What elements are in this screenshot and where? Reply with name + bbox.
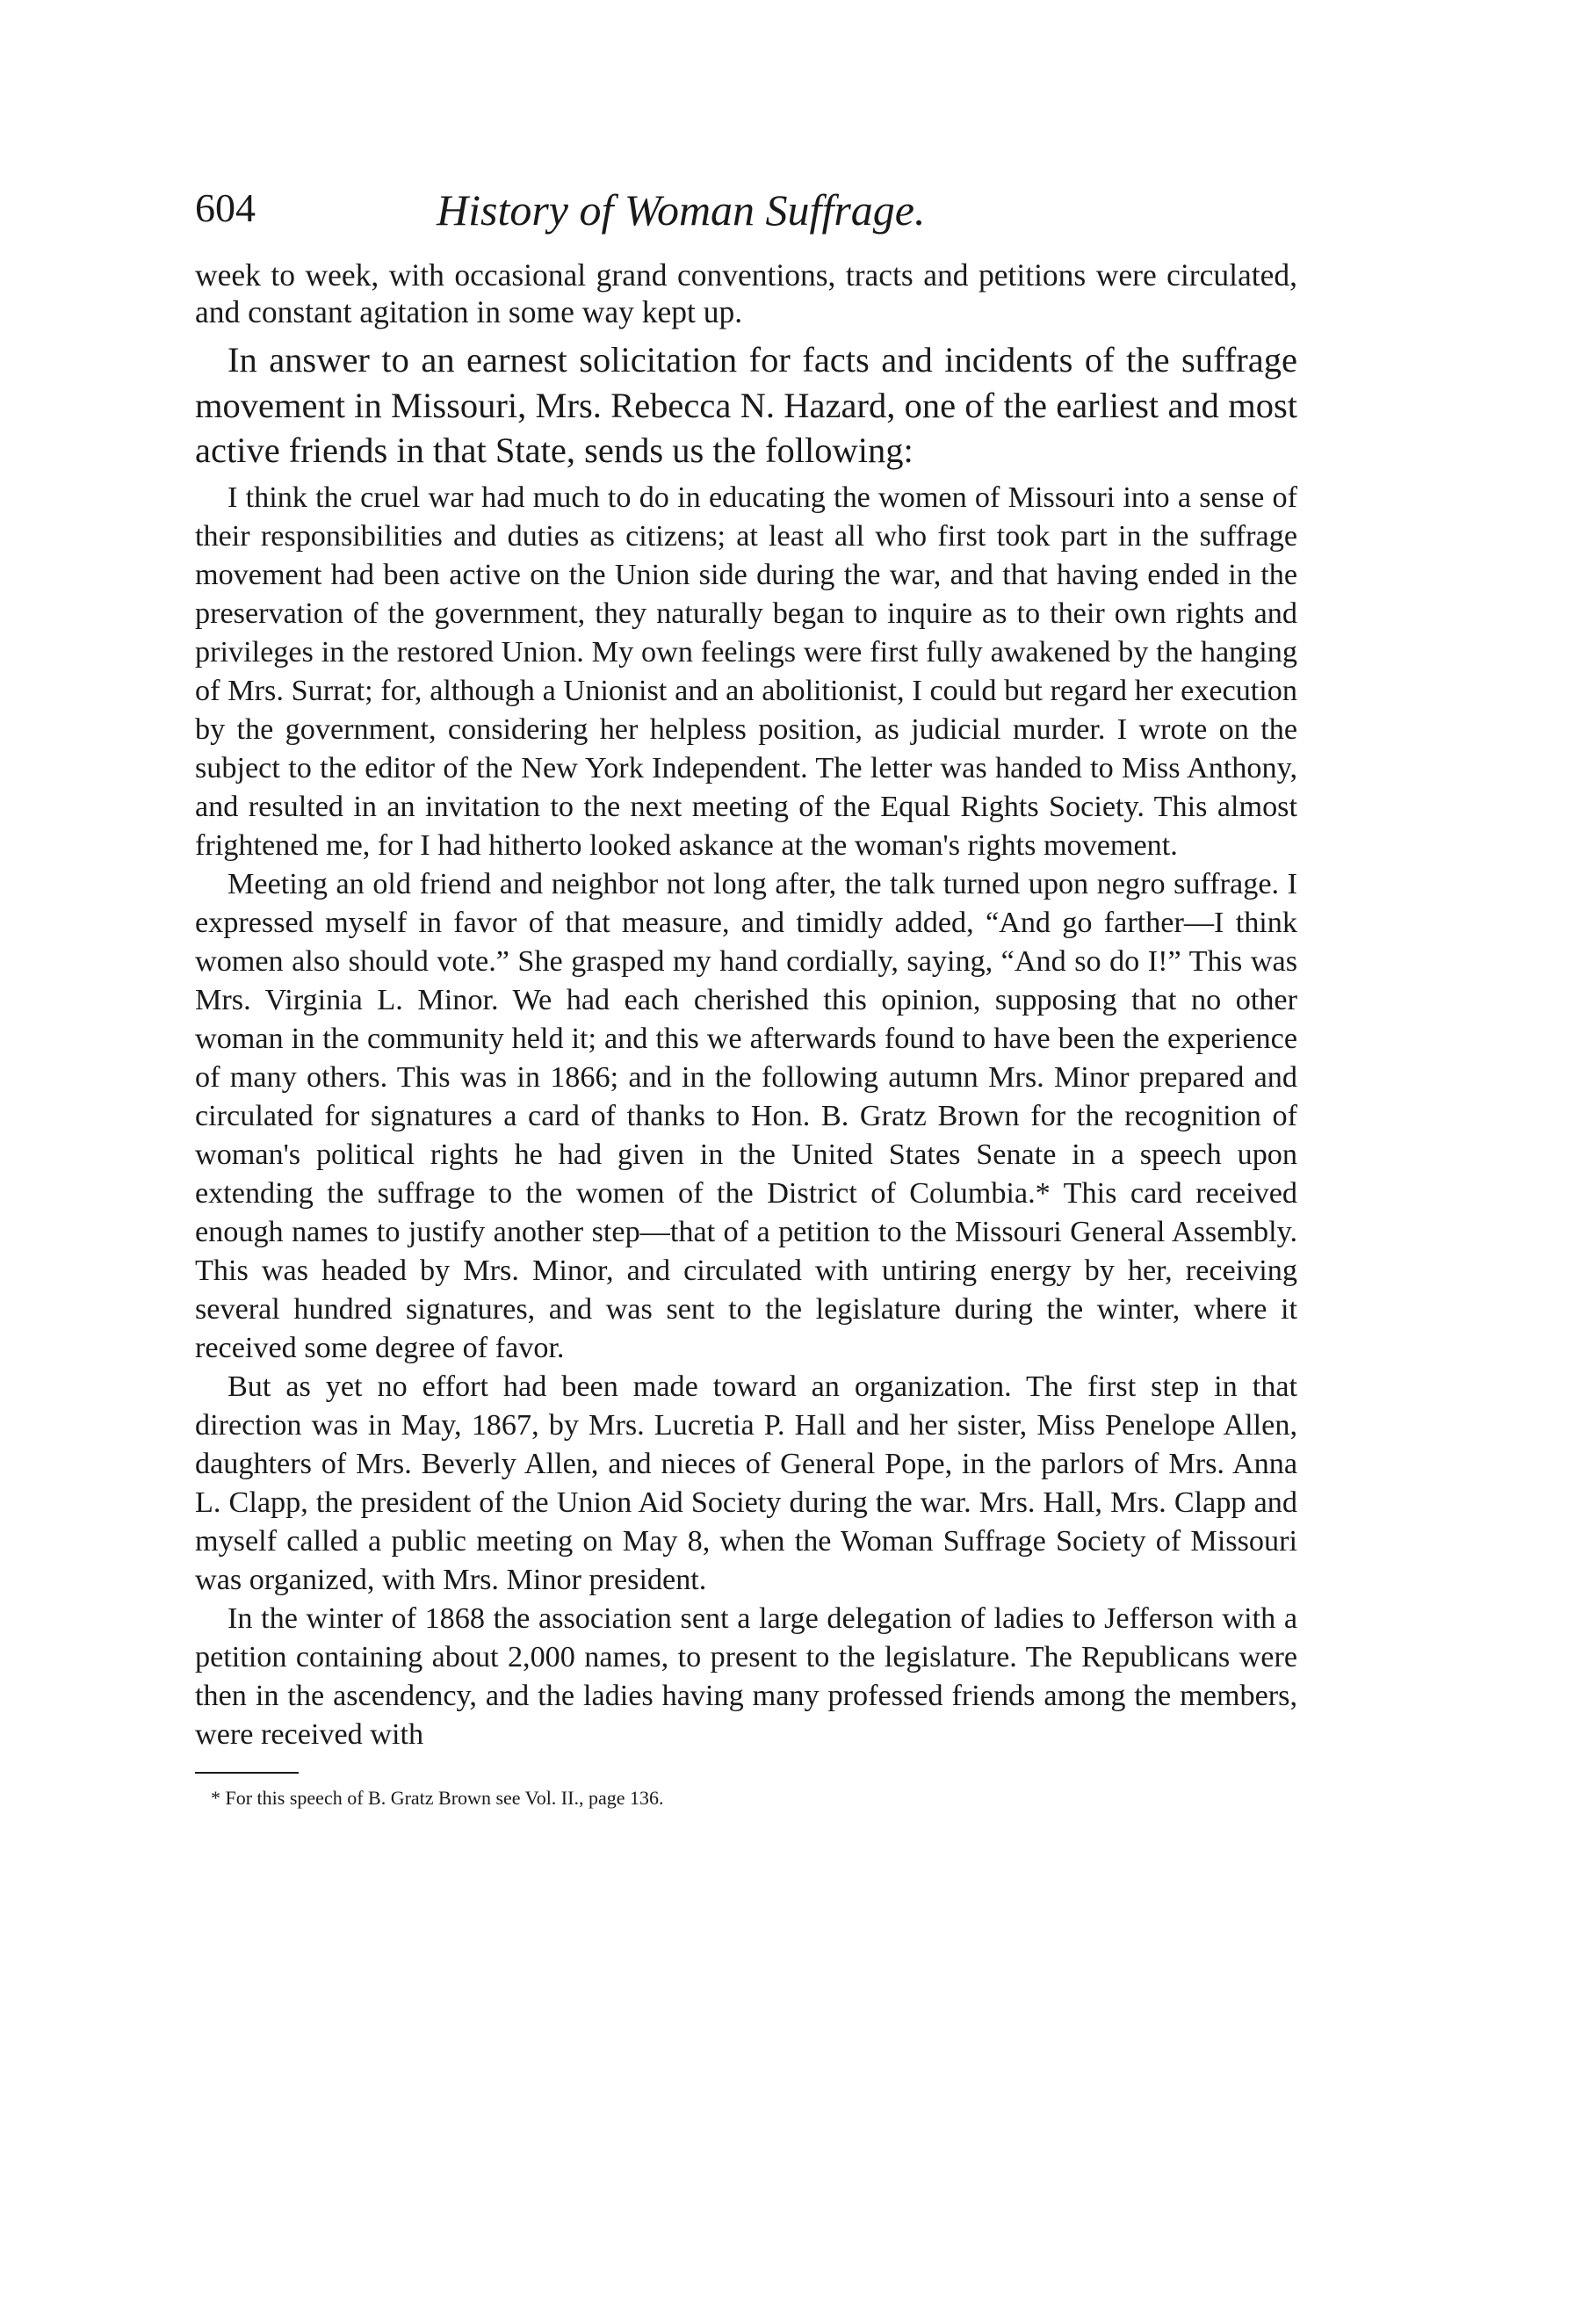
letter-paragraph: In the winter of 1868 the association sent a large delegation of ladies to Jefferson with a petition containing about 2,000 names, to present to the legislature. The Republicans were then in the ascendency, and the ladies having many professed friends among the members, were received with: [195, 1601, 1297, 1751]
letter-paragraph: But as yet no effort had been made toward an organization. The first step in that direction was in May, 1867, by Mrs. Lucretia P. Hall and her sister, Miss Penelope Allen, daughters of Mrs. Beverly Allen, and nieces of General Pope, in the parlors of Mrs. Anna L. Clapp, the president of the Union Aid Society during the war. Mrs. Hall, Mrs. Clapp and myself called a public meeting on May 8, when the Woman Suffrage Society of Missouri was organized, with Mrs. Minor president.: [195, 1370, 1297, 1596]
quoted-letter: [195, 479, 1297, 1754]
letter-paragraph: Meeting an old friend and neighbor not long after, the talk turned upon negro suffrage. I expressed myself in favor of that measure, and timidly added, “And go farther—I think women also should vote.” She grasped my hand cordially, saying, “And so do I!” This was Mrs. Virginia L. Minor. We had each cherished this opinion, supposing that no other woman in the community held it; and this we afterwards found to have been the experience of many others. This was in 1866; and in the following autumn Mrs. Minor prepared and circulated for signatures a card of thanks to Hon. B. Gratz Brown for the recognition of woman's political rights he had given in the United States Senate in a speech upon extending the suffrage to the women of the District of Columbia.* This card received enough names to justify another step—that of a petition to the Missouri General Assembly. This was headed by Mrs. Minor, and circulated with untiring energy by her, receiving several hundred signatures, and was sent to the legislature during the winter, where it received some degree of favor.: [195, 867, 1297, 1364]
continuation-paragraph: week to week, with occasional grand conventions, tracts and petitions were circulated, and constant agitation in some way kept up.: [195, 257, 1297, 329]
book-page: [195, 184, 1297, 1811]
footnote-divider: [195, 1772, 299, 1774]
running-title: History of Woman Suffrage.: [437, 185, 926, 235]
page-header: [195, 184, 1297, 255]
page-number: 604: [195, 185, 256, 230]
intro-paragraph: In answer to an earnest solicitation for facts and incidents of the suffrage movement in Missouri, Mrs. Rebecca N. Hazard, one of the earliest and most active friends in that State, sends us the following:: [195, 340, 1297, 470]
letter-paragraph: I think the cruel war had much to do in educating the women of Missouri into a sense of their responsibilities and duties as citizens; at least all who first took part in the suffrage movement had been active on the Union side during the war, and that having ended in the preservation of the government, they naturally began to inquire as to their own rights and privileges in the restored Union. My own feelings were first fully awakened by the hanging of Mrs. Surrat; for, although a Unionist and an abolitionist, I could but regard her execution by the government, considering her helpless position, as judicial murder. I wrote on the subject to the editor of the New York Independent. The letter was handed to Miss Anthony, and resulted in an invitation to the next meeting of the Equal Rights Society. This almost frightened me, for I had hitherto looked askance at the woman's rights movement.: [195, 481, 1297, 862]
footnote: * For this speech of B. Gratz Brown see Vol. II., page 136.: [211, 1786, 664, 1809]
